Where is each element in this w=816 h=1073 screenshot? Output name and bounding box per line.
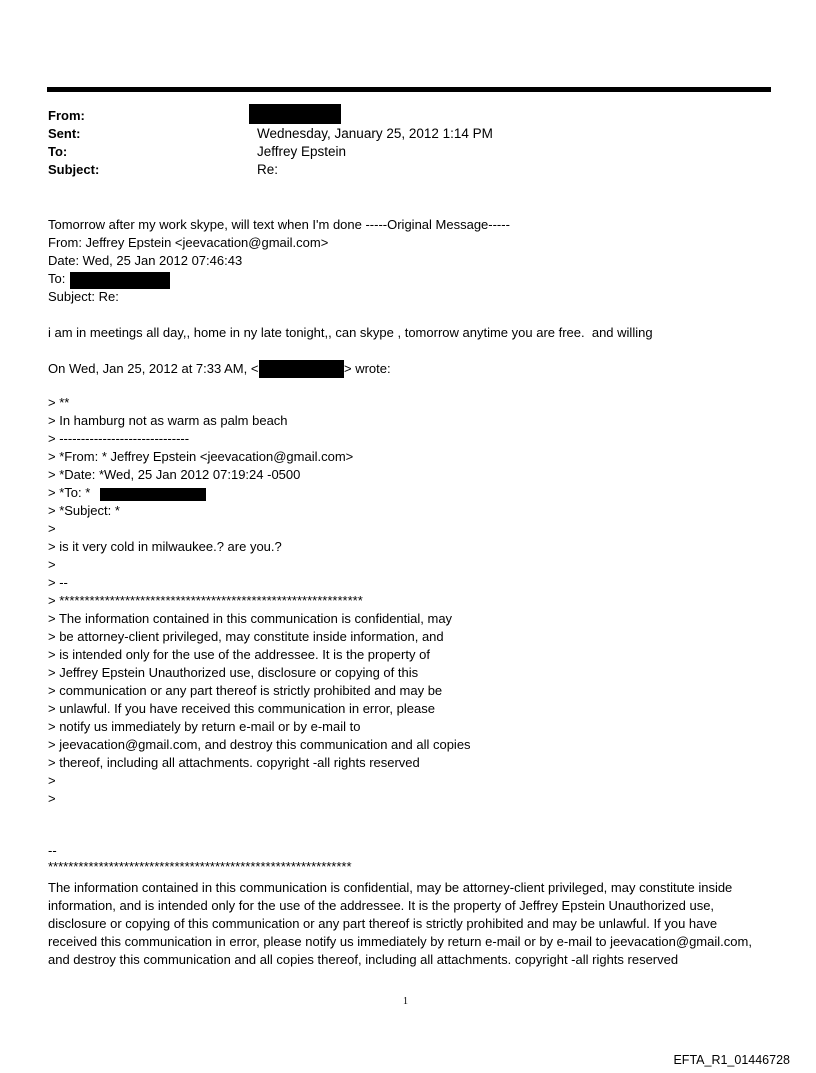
body-line: Tomorrow after my work skype, will text when I'm done -----Original Message----- [48,217,510,232]
body-line: > notify us immediately by return e-mail or by e-mail to [48,719,361,734]
document-id: EFTA_R1_01446728 [673,1053,790,1067]
body-line: > [48,521,56,536]
page-number: 1 [403,996,408,1007]
body-line: > *To: * [48,485,91,500]
footer-stars: ************************************************************ [48,859,352,874]
body-line: > *Subject: * [48,503,120,518]
body-line: > *Date: *Wed, 25 Jan 2012 07:19:24 -0500 [48,467,301,482]
body-line: Subject: Re: [48,289,119,304]
sent-value: Wednesday, January 25, 2012 1:14 PM [257,126,493,141]
body-line: > *From: * Jeffrey Epstein <jeevacation@gmail.com> [48,449,354,464]
subject-value: Re: [257,162,279,177]
to-redaction [70,272,170,289]
from-label: From: [48,108,85,123]
body-line: > is intended only for the use of the addressee. It is the property of [48,647,430,662]
body-line: > -- [48,575,68,590]
body-line: To: [48,271,66,286]
body-line: > In hamburg not as warm as palm beach [48,413,288,428]
body-line: > [48,791,56,806]
quoted-to-redaction [100,488,206,501]
body-line: > jeevacation@gmail.com, and destroy this communication and all copies [48,737,471,752]
body-line: > unlawful. If you have received this communication in error, please [48,701,435,716]
body-line: On Wed, Jan 25, 2012 at 7:33 AM, < [48,361,259,376]
body-line: > wrote: [344,361,391,376]
body-line: > be attorney-client privileged, may constitute inside information, and [48,629,444,644]
body-line: > communication or any part thereof is strictly prohibited and may be [48,683,443,698]
to-label: To: [48,144,68,159]
footer-disclaimer: The information contained in this communication is confidential, may be attorney-client privileged, may constitute inside information, and is intended only for the use of the addressee. It is the property of Jeffrey Epstein Unauthorized use, disclosure or copying of this communication or any part thereof is strictly prohibited and may be unlawful. If you have received this communication in error, please notify us immediately by return e-mail or by e-mail to jeevacation@gmail.com, and destroy this communication and all copies thereof, including all attachments. copyright -all rights reserved [48,880,752,967]
to-value: Jeffrey Epstein [257,144,347,159]
body-line: > is it very cold in milwaukee.? are you.? [48,539,282,554]
subject-label: Subject: [48,162,100,177]
body-line: > Jeffrey Epstein Unauthorized use, disclosure or copying of this [48,665,419,680]
body-line: > [48,557,56,572]
body-line: > ************************************************************ [48,593,363,608]
body-line: > ------------------------------ [48,431,190,446]
header-rule [47,87,771,92]
from-redaction [249,104,341,124]
body-line: > ** [48,395,70,410]
footer-dashes: -- [48,843,57,858]
sent-label: Sent: [48,126,81,141]
sender-redaction [259,360,344,378]
body-line: From: Jeffrey Epstein <jeevacation@gmail.com> [48,235,329,250]
body-line: > The information contained in this communication is confidential, may [48,611,453,626]
body-line: > [48,773,56,788]
body-line: > thereof, including all attachments. copyright -all rights reserved [48,755,420,770]
body-line: Date: Wed, 25 Jan 2012 07:46:43 [48,253,243,268]
body-line: i am in meetings all day,, home in ny late tonight,, can skype , tomorrow anytime you are free. and willing [48,325,653,340]
